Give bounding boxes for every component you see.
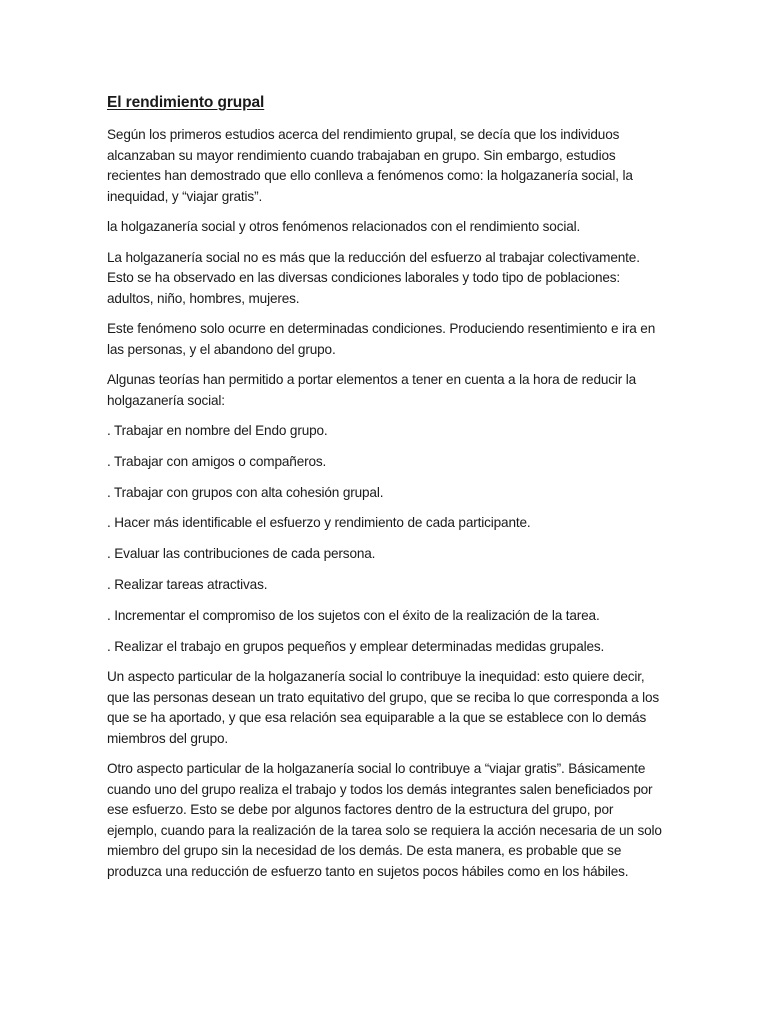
list-item: . Hacer más identificable el esfuerzo y rendimiento de cada participante. bbox=[107, 515, 531, 531]
list-item: . Realizar tareas atractivas. bbox=[107, 576, 268, 592]
list-item: . Trabajar con grupos con alta cohesión grupal. bbox=[107, 484, 384, 500]
paragraph-inequity: Un aspecto particular de la holgazanería social lo contribuye la inequidad: esto quiere decir, que las personas desean un trato equitativo del grupo, que se reciba lo que corresponda a los que se ha aportado, y que esa relación sea equiparable a la que se establece con lo demás miembros del grupo. bbox=[107, 669, 660, 746]
list-item: . Trabajar en nombre del Endo grupo. bbox=[107, 423, 328, 438]
paragraph-theories: Algunas teorías han permitido a portar elementos a tener en cuenta a la hora de reducir la holgazanería social: bbox=[107, 372, 637, 408]
paragraph-conditions: Este fenómeno solo ocurre en determinadas condiciones. Produciendo resentimiento e ira en las personas, y el abandono del grupo. bbox=[107, 321, 656, 357]
paragraph-intro: Según los primeros estudios acerca del rendimiento grupal, se decía que los individuos alcanzaban su mayor rendimiento cuando trabajaban en grupo. Sin embargo, estudios recientes han demostrado que ello conlleva a fenómenos como: la holgazanería social, la inequidad, y “viajar gratis”. bbox=[107, 127, 633, 204]
paragraph-definition: La holgazanería social no es más que la reducción del esfuerzo al trabajar colectivamente. Esto se ha observado en las diversas condiciones laborales y todo tipo de poblaciones: adultos, niño, hombres, mujeres. bbox=[107, 249, 640, 306]
list-item: . Evaluar las contribuciones de cada persona. bbox=[107, 546, 376, 562]
paragraph-free-riding: Otro aspecto particular de la holgazanería social lo contribuye a “viajar gratis”. Básicamente cuando uno del grupo realiza el trabajo y todos los demás integrantes salen beneficiados por ese esfuerzo. Esto se debe por algunos factores dentro de la estructura del grupo, por ejemplo, cuando para la realización de la tarea solo se requiera la acción necesaria de un solo miembro del grupo sin la necesidad de los demás. De esta manera, es probable que se produzca una reducción de esfuerzo tanto en sujetos pocos hábiles como en los hábiles. bbox=[107, 761, 662, 879]
paragraph-summary: la holgazanería social y otros fenómenos relacionados con el rendimiento social. bbox=[107, 219, 581, 234]
document-title: El rendimiento grupal bbox=[107, 94, 265, 111]
list-item: . Trabajar con amigos o compañeros. bbox=[107, 453, 327, 469]
list-item: . Incrementar el compromiso de los sujetos con el éxito de la realización de la tarea. bbox=[107, 607, 600, 623]
list-item: . Realizar el trabajo en grupos pequeños y emplear determinadas medidas grupales. bbox=[107, 638, 605, 654]
document-page bbox=[107, 92, 663, 892]
